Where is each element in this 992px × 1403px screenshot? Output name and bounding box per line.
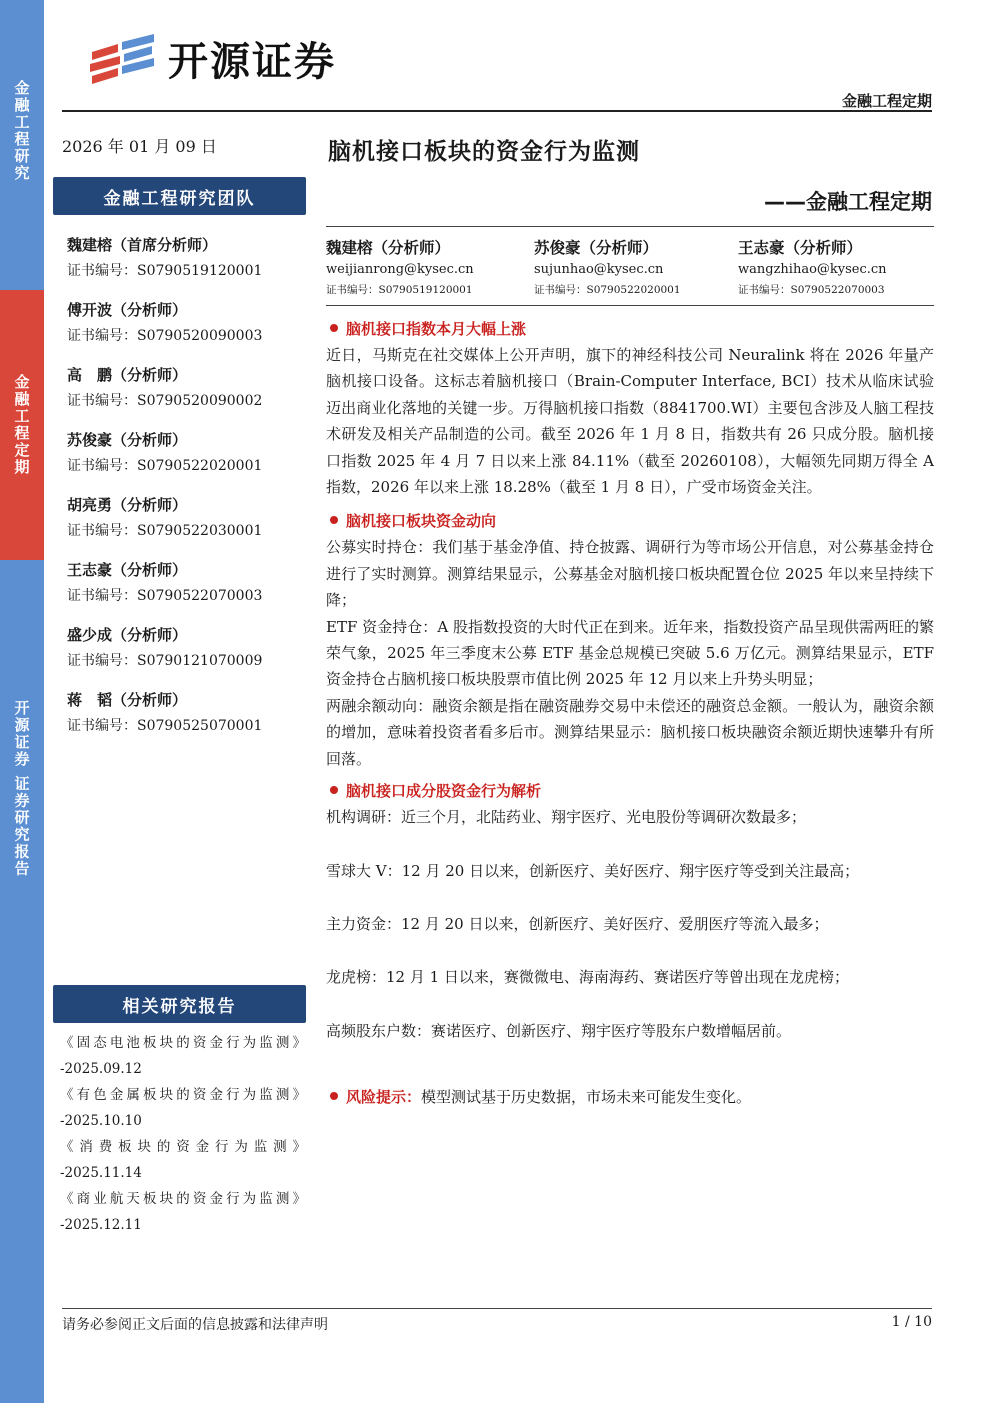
sidebar-label-periodic: 金融工程定期 [0,290,44,560]
analyst-name: 苏俊豪（分析师） [534,239,659,257]
analyst-block [326,236,934,297]
member-name: 苏俊豪（分析师） [67,431,188,449]
section-heading: 脑机接口成分股资金行为解析 [326,778,934,804]
team-member [67,624,307,689]
risk-note [326,1084,934,1110]
section-paragraph: 机构调研：近三个月，北陆药业、翔宇医疗、光电股份等调研次数最多； [326,808,807,827]
member-name: 盛少成（分析师） [67,626,188,644]
sidebar-label-research: 金融工程研究 [12,80,31,182]
related-report-link[interactable]: 《消费板块的资金行为监测》 [60,1139,306,1155]
team-title: 金融工程研究团队 [53,177,306,215]
team-member [67,494,307,559]
team-member [67,364,307,429]
report-subtitle: ——金融工程定期 [764,190,932,214]
bullet-icon [330,786,338,794]
member-name: 胡亮勇（分析师） [67,496,188,514]
team-member [67,299,307,364]
title-divider [326,226,934,227]
team-member [67,429,307,494]
company-logo [88,28,336,88]
analyst-email[interactable]: wangzhihao@kysec.cn [738,262,887,277]
team-member [67,559,307,624]
related-report-link[interactable]: 《固态电池板块的资金行为监测》 [60,1035,306,1051]
analyst-card [326,236,534,297]
related-reports-title: 相关研究报告 [53,985,306,1023]
member-cert: 证书编号：S0790522020001 [67,458,263,474]
section-paragraph: 两融余额动向：融资余额是指在融资融券交易中未偿还的融资总金额。一般认为，融资余额的增加，意味着投资者看多后市。测算结果显示：脑机接口板块融资余额近期快速攀升有所回落。 [326,696,934,768]
analyst-name: 王志豪（分析师） [738,239,863,257]
related-report-date: -2025.09.12 [60,1061,142,1077]
member-cert: 证书编号：S0790520090003 [67,328,263,344]
section-paragraph: 近日，马斯克在社交媒体上公开声明，旗下的神经科技公司 Neuralink 将在 2026 年量产脑机接口设备。这标志着脑机接口（Brain-Computer Interface, BCI）技术从临床试验迈出商业化落地的关键一步。万得脑机接口指数（8841700.WI）主要包含涉及人脑工程技术研发及相关产品制造的公司。截至 2026 年 1 月 8 日，指数共有 26 只成分股。脑机接口指数 2025 年 4 月 7 日以来上涨 84.11%（截至 20260108），大幅领先同期万得全 A 指数，2026 年以来上涨 18.28%（截至 1 月 8 日），广受市场资金关注。 [326,346,934,497]
section-paragraph: 龙虎榜：12 月 1 日以来，赛微微电、海南海药、赛诺医疗等曾出现在龙虎榜； [326,968,849,987]
member-name: 高 鹏（分析师） [67,366,188,384]
related-report-date: -2025.10.10 [60,1113,142,1129]
bullet-icon [330,324,338,332]
report-body [326,316,934,1110]
related-report-link[interactable]: 《商业航天板块的资金行为监测》 [60,1191,306,1207]
analyst-divider [326,305,934,306]
member-cert: 证书编号：S0790520090002 [67,393,263,409]
header-tag: 金融工程定期 [841,92,932,110]
analyst-email[interactable]: weijianrong@kysec.cn [326,262,474,277]
related-report-date: -2025.11.14 [60,1165,142,1181]
member-cert: 证书编号：S0790121070009 [67,653,263,669]
member-name: 蒋 韬（分析师） [67,691,188,709]
member-cert: 证书编号：S0790522030001 [67,523,263,539]
related-report-date: -2025.12.11 [60,1217,142,1233]
member-name: 魏建榕（首席分析师） [67,236,218,254]
section-paragraph: ETF 资金持仓：A 股指数投资的大时代正在到来。近年来，指数投资产品呈现供需两旺的繁荣气象，2025 年三季度末公募 ETF 基金总规模已突破 5.6 万亿元。测算结果显示，ETF 资金持仓占脑机接口板块股票市值比例 2025 年 12 月以来上升势头明显； [326,617,934,689]
bullet-icon [330,1092,338,1100]
member-cert: 证书编号：S0790522070003 [67,588,263,604]
team-list [67,234,307,754]
footer-divider [62,1308,932,1309]
risk-label: 风险提示： [346,1088,422,1107]
team-member [67,234,307,299]
report-title: 脑机接口板块的资金行为监测 [328,139,640,165]
risk-text: 模型测试基于历史数据，市场未来可能发生变化。 [421,1088,752,1107]
section-heading: 脑机接口指数本月大幅上涨 [326,316,934,342]
analyst-card [738,236,934,297]
analyst-cert: 证书编号：S0790522020001 [534,284,681,296]
analyst-email[interactable]: sujunhao@kysec.cn [534,262,664,277]
bullet-icon [330,516,338,524]
related-reports-list [60,1030,306,1238]
section-paragraph: 主力资金：12 月 20 日以来，创新医疗、美好医疗、爱朋医疗等流入最多； [326,914,829,933]
logo-mark-icon [88,30,158,86]
section-paragraph: 雪球大 V：12 月 20 日以来，创新医疗、美好医疗、翔宇医疗等受到关注最高； [326,861,860,880]
section-heading: 脑机接口板块资金动向 [326,508,934,534]
report-date: 2026 年 01 月 09 日 [62,137,217,156]
logo-text: 开源证券 [168,38,336,85]
header-divider [62,110,932,112]
related-report-link[interactable]: 《有色金属板块的资金行为监测》 [60,1087,306,1103]
member-cert: 证书编号：S0790525070001 [67,718,263,734]
page-number: 1 / 10 [891,1314,932,1330]
analyst-cert: 证书编号：S0790522070003 [738,284,885,296]
sidebar-label-company: 开源证券 证券研究报告 [12,700,31,878]
analyst-card [534,236,738,297]
team-member [67,689,307,754]
section-paragraph: 公募实时持仓：我们基于基金净值、持仓披露、调研行为等市场公开信息，对公募基金持仓进行了实时测算。测算结果显示，公募基金对脑机接口板块配置仓位 2025 年以来呈持续下降； [326,538,934,610]
analyst-cert: 证书编号：S0790519120001 [326,284,473,296]
footer-disclaimer: 请务必参阅正文后面的信息披露和法律声明 [62,1317,328,1333]
left-sidebar [0,0,44,1403]
member-cert: 证书编号：S0790519120001 [67,263,263,279]
analyst-name: 魏建榕（分析师） [326,239,451,257]
member-name: 傅开波（分析师） [67,301,188,319]
member-name: 王志豪（分析师） [67,561,188,579]
section-paragraph: 高频股东户数：赛诺医疗、创新医疗、翔宇医疗等股东户数增幅居前。 [326,1021,792,1040]
